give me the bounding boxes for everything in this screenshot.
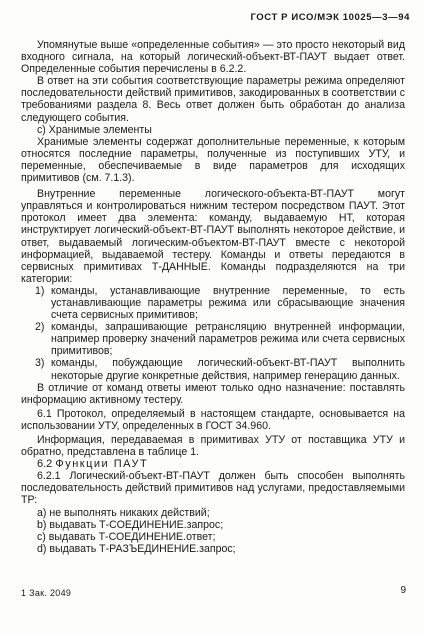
print-order-note: 1 Зак. 2049 xyxy=(21,588,72,598)
paragraph: В отличие от команд ответы имеют только одно назначение: поставлять информацию активному тестеру. xyxy=(21,381,405,406)
subsection-heading: с) Хранимые элементы xyxy=(37,123,152,136)
paragraph: В ответ на эти события соответствующие параметры режима определяют последовательности действий примитивов, закодированных в соответствии с требованиями раздела 8. Весь ответ должен быть обработан до анализа следующего события. xyxy=(21,75,405,124)
list-item xyxy=(21,321,405,357)
paragraph: Упомянутые выше «определенные события» — это просто некоторый вид входного сигнала, на который логический-объект-ВТ-ПАУТ выдает ответ. Определенные события перечислены в 6.2.2. xyxy=(21,39,405,76)
section-number: 6.2 xyxy=(37,458,53,471)
list-item-text: команды, устанавливающие внутренние переменные, то есть устанавливающие параметры режима или сбрасывающие значения счета сервисных примитивов; xyxy=(51,284,405,322)
page-header: ГОСТ Р ИСО/МЭК 10025—3—94 xyxy=(250,12,410,23)
paragraph: 6.1 Протокол, определяемый в настоящем стандарте, основывается на использовании УТУ, определенных в ГОСТ 34.960. xyxy=(21,407,405,432)
list-item xyxy=(21,357,405,381)
list-item-number: 1) xyxy=(35,284,45,297)
list-item: a) не выполнять никаких действий; xyxy=(37,506,210,519)
page-number: 9 xyxy=(400,585,406,596)
list-item-number: 3) xyxy=(35,357,45,370)
list-item-number: 2) xyxy=(35,321,45,334)
list-item: c) выдавать Т-СОЕДИНЕНИЕ.ответ; xyxy=(37,530,216,543)
list-item: d) выдавать Т-РАЗЪЕДИНЕНИЕ.запрос; xyxy=(37,542,236,555)
list-item: b) выдавать Т-СОЕДИНЕНИЕ.запрос; xyxy=(37,518,224,531)
paragraph: Хранимые элементы содержат дополнительные переменные, к которым относятся последние параметры, полученные из поступивших УТУ, и переменные, обеспечиваемые в виде параметров для исходящих примитивов (см. 7.1.3). xyxy=(21,135,405,185)
paragraph: 6.2.1 Логический-объект-ВТ-ПАУТ должен быть способен выполнять последовательность действий примитивов над услугами, предоставляемыми ТР: xyxy=(21,470,405,507)
list-item xyxy=(21,285,405,321)
paragraph: Информация, передаваемая в примитивах УТУ от поставщика УТУ и обратно, представлена в таблице 1. xyxy=(21,434,405,459)
paragraph: Внутренние переменные логического-объекта-ВТ-ПАУТ могут управляться и контролироваться нижним тестером посредством ПАУТ. Этот протокол имеет два элемента: команду, выдаваемую НТ, которая инструктирует логический-объект-ВТ-ПАУТ выполнять некоторое действие, и ответ, выдаваемый логическим-объектом-ВТ-ПАУТ вместе с некоторой информацией, выдаваемой тестеру. Команды и ответы передаются в сервисных примитивах Т-ДАННЫЕ. Команды подразделяются на три категории: xyxy=(21,188,405,285)
section-title: Функции ПАУТ xyxy=(55,458,149,471)
section-heading xyxy=(21,458,405,470)
list-item-text: команды, побуждающие логический-объект-ВТ-ПАУТ выполнить некоторые другие конкретные действия, например генерацию данных. xyxy=(51,357,405,382)
page-body xyxy=(21,39,405,555)
list-item-text: команды, запрашивающие ретрансляцию внутренней информации, например проверку значений параметров режима или счета сервисных примитивов; xyxy=(51,321,405,358)
